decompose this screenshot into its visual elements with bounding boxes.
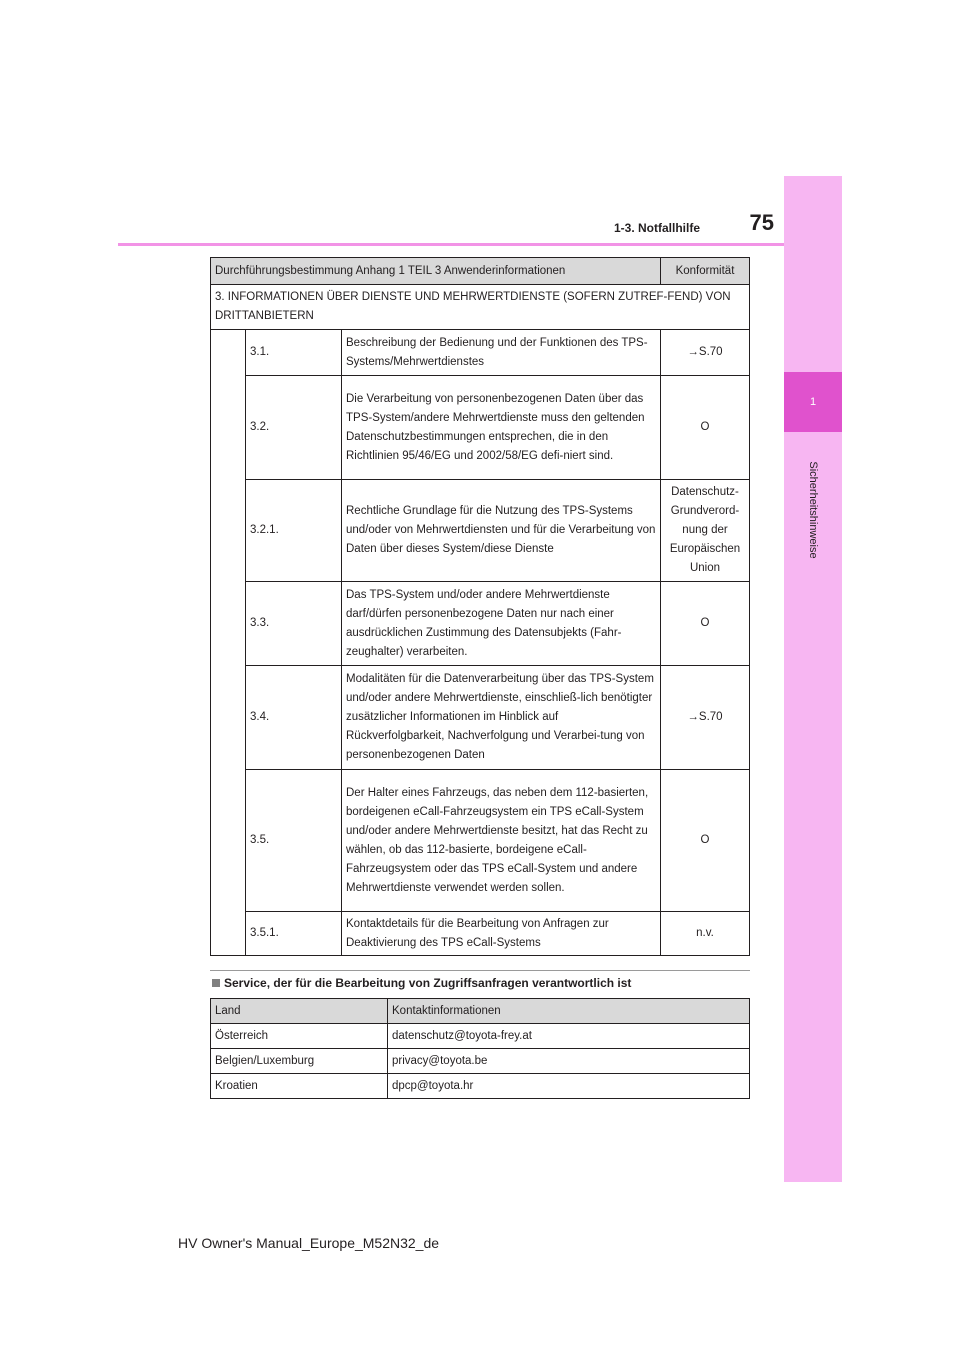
table-row (211, 912, 750, 956)
row-description: Modalitäten für die Datenverarbeitung über das TPS-System und/oder andere Mehrwertdienste, einschließ-lich benötigter zusätzlicher Informationen im Hinblick auf Rückverfolgbarkeit, Nachverfolgung und Verarbei-tung von personenbezogenen Daten (342, 666, 661, 770)
chapter-label (786, 440, 840, 580)
row-conformity: Datenschutz-Grundverord-nung der Europäischen Union (661, 480, 750, 582)
section-title-cell: 3. INFORMATIONEN ÜBER DIENSTE UND MEHRWERTDIENSTE (SOFERN ZUTREF-FEND) VON DRITTANBIETERN (211, 285, 750, 330)
table-row (211, 480, 750, 582)
table-row (211, 1024, 750, 1049)
row-number: 3.2. (246, 376, 342, 480)
contact-cell[interactable]: datenschutz@toyota-frey.at (388, 1024, 750, 1049)
row-description: Beschreibung der Bedienung und der Funktionen des TPS-Systems/Mehrwertdienstes (342, 330, 661, 376)
row-description: Der Halter eines Fahrzeugs, das neben dem 112-basierten, bordeigenen eCall-Fahrzeugsystem ein TPS eCall-System und/oder andere Mehrwertdienste besitzt, hat das Recht zu wählen, ob das 112-basierte, bordeigene eCall-Fahrzeugsystem oder das TPS eCall-System und andere Mehrwertdienste verwendet werden sollen. (342, 770, 661, 912)
row-conformity: n.v. (661, 912, 750, 956)
row-number: 3.1. (246, 330, 342, 376)
table-row (211, 1049, 750, 1074)
row-number: 3.5.1. (246, 912, 342, 956)
country-cell: Österreich (211, 1024, 388, 1049)
indent-cell (211, 330, 246, 956)
chapter-label-text: Sicherheitshinweise (807, 461, 819, 559)
service-heading-text: Service, der für die Bearbeitung von Zugriffsanfragen verantwortlich ist (224, 976, 632, 990)
row-conformity: O (661, 376, 750, 480)
header-country: Land (211, 999, 388, 1024)
row-number: 3.2.1. (246, 480, 342, 582)
section-title: 1-3. Notfallhilfe (613, 221, 700, 235)
row-conformity: O (661, 770, 750, 912)
row-description: Die Verarbeitung von personenbezogenen Daten über das TPS-System/andere Mehrwertdienste muss den geltenden Datenschutzbestimmungen entsprechen, die in den Richtlinien 95/46/EG und 2002/58/EG defi-niert sind. (342, 376, 661, 480)
footer-text: HV Owner's Manual_Europe_M52N32_de (178, 1235, 440, 1251)
contact-table (210, 998, 750, 1099)
section-row (211, 285, 750, 330)
row-description: Rechtliche Grundlage für die Nutzung des TPS-Systems und/oder von Mehrwertdiensten und für die Verarbeitung von Daten über dieses System/diese Dienste (342, 480, 661, 582)
country-cell: Kroatien (211, 1074, 388, 1099)
row-conformity[interactable]: →S.70 (661, 666, 750, 770)
header-contact: Kontaktinformationen (388, 999, 750, 1024)
table-header-row (211, 999, 750, 1024)
requirements-table (210, 257, 750, 956)
row-conformity: O (661, 582, 750, 666)
table-row (211, 330, 750, 376)
contact-cell[interactable]: privacy@toyota.be (388, 1049, 750, 1074)
country-cell: Belgien/Luxemburg (211, 1049, 388, 1074)
chapter-side-tab (784, 176, 842, 1182)
table-header-row (211, 258, 750, 285)
chapter-number[interactable]: 1 (784, 372, 842, 432)
row-description: Kontaktdetails für die Bearbeitung von Anfragen zur Deaktivierung des TPS eCall-Systems (342, 912, 661, 956)
row-conformity[interactable]: →S.70 (661, 330, 750, 376)
contact-cell[interactable]: dpcp@toyota.hr (388, 1074, 750, 1099)
service-heading (212, 976, 631, 990)
table-row (211, 770, 750, 912)
page-number: 75 (749, 210, 774, 235)
bullet-square-icon (212, 979, 220, 987)
table-row (211, 666, 750, 770)
table-row (211, 582, 750, 666)
row-number: 3.4. (246, 666, 342, 770)
row-number: 3.3. (246, 582, 342, 666)
table-row (211, 1074, 750, 1099)
header-rule (118, 243, 784, 246)
row-number: 3.5. (246, 770, 342, 912)
section-divider (210, 970, 750, 971)
header-requirement: Durchführungsbestimmung Anhang 1 TEIL 3 Anwenderinformationen (211, 258, 661, 285)
table-row (211, 376, 750, 480)
row-description: Das TPS-System und/oder andere Mehrwertdienste darf/dürfen personenbezogene Daten nur nach einer ausdrücklichen Zustimmung des Datensubjekts (Fahr-zeughalter) verarbeiten. (342, 582, 661, 666)
header-conformity: Konformität (661, 258, 750, 285)
